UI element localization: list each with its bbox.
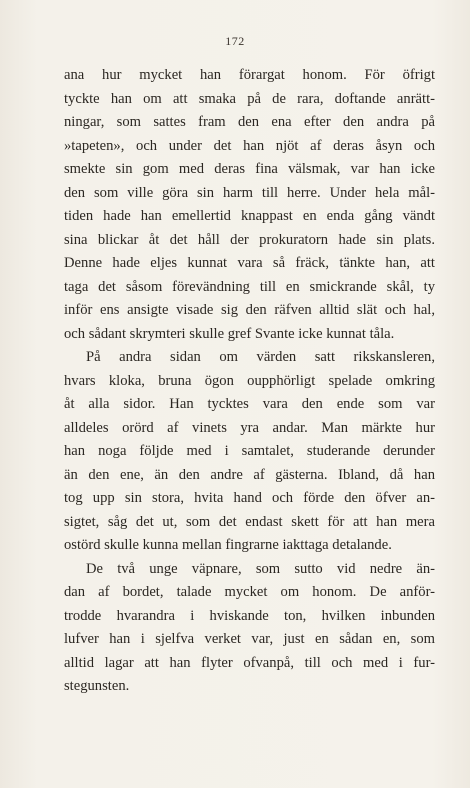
text-line: och sådant skrymteri skulle gref Svante icke kunnat tåla. <box>64 325 395 342</box>
text-line: stegunsten. <box>64 678 130 694</box>
text-line: alldeles orörd af vinets yra andar. Man märkte hur <box>64 419 435 436</box>
text-line: alltid lagar att han flyter ofvanpå, till och med i fur- <box>64 654 435 671</box>
text-line: han noga följde med i samtalet, studerande derunder <box>64 443 435 459</box>
text-line: smekte sin gom med deras fina välsmak, var han icke <box>64 161 435 177</box>
text-line: än den ene, än den andre af gästerna. Ibland, då han <box>64 466 435 483</box>
text-line: inför ens ansigte visade sig den räfven alltid slät och hal, <box>64 302 435 318</box>
body-text <box>64 64 435 699</box>
text-line: tyckte han om att smaka på de rara, doftande anrätt- <box>64 90 435 107</box>
text-line: ostörd skulle kunna mellan fingrarne iakttaga detalande. <box>64 537 392 553</box>
page-number: 172 <box>225 34 245 48</box>
text-line: ana hur mycket han förargat honom. För öfrigt <box>64 67 435 83</box>
text-line: dan af bordet, talade mycket om honom. De anför- <box>64 584 435 600</box>
text-line: ningar, som sattes fram den ena efter den andra på <box>64 114 435 130</box>
text-line: sina blickar åt det håll der prokuratorn hade sin plats. <box>64 231 435 248</box>
text-line: trodde hvarandra i hviskande ton, hvilken inbunden <box>64 607 435 624</box>
text-line: taga det såsom förevändning till en smickrande skål, ty <box>64 278 435 295</box>
text-line: Denne hade eljes kunnat vara så fräck, tänkte han, att <box>64 255 435 271</box>
text-line: lufver han i sjelfva verket var, just en sådan en, som <box>64 631 435 647</box>
text-line: den som ville göra sin harm till herre. Under hela mål- <box>64 184 435 201</box>
text-line: De två unge väpnare, som sutto vid nedre än- <box>86 560 435 577</box>
text-line: tog upp sin stora, hvita hand och förde den öfver an- <box>64 490 435 506</box>
text-line: åt alla sidor. Han tycktes vara den ende som var <box>64 396 435 412</box>
text-line: hvars kloka, bruna ögon oupphörligt spelade omkring <box>64 372 435 389</box>
text-line: sigtet, såg det ut, som det endast skett för att han mera <box>64 513 435 530</box>
text-line: »tapeten», och under det han njöt af deras åsyn och <box>64 137 435 154</box>
text-line: På andra sidan om värden satt rikskansleren, <box>86 349 435 365</box>
text-line: tiden hade han emellertid knappast en enda gång vändt <box>64 208 435 224</box>
